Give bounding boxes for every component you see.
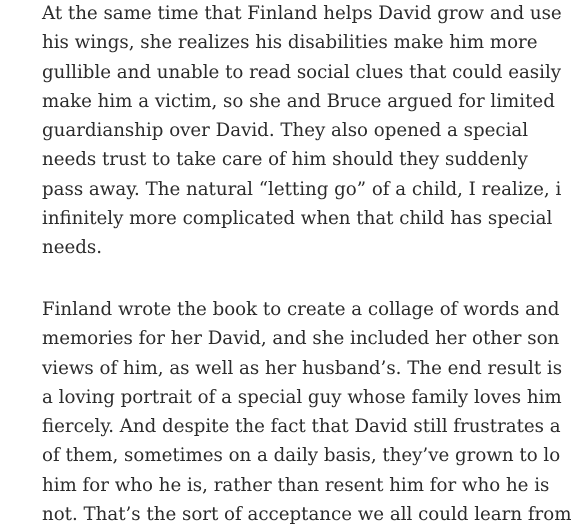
- text-line: gullible and unable to read social clues that could easily: [42, 61, 562, 83]
- text-line: his wings, she realizes his disabilities make him more: [42, 32, 538, 54]
- text-line: At the same time that Finland helps David grow and use: [42, 3, 562, 24]
- text-line: guardianship over David. They also opened a special: [42, 120, 529, 142]
- text-line: him for who he is, rather than resent him for who he is: [42, 474, 550, 496]
- text-line: pass away. The natural “letting go” of a child, I realize, i: [42, 178, 562, 200]
- text-line: Finland wrote the book to create a collage of words and: [42, 299, 560, 320]
- text-line: needs.: [42, 237, 102, 259]
- text-line: make him a victim, so she and Bruce argued for limited: [42, 90, 555, 112]
- text-line: infinitely more complicated when that child has special: [42, 208, 553, 230]
- text-line: needs trust to take care of him should they suddenly: [42, 149, 528, 171]
- paragraph-1: [42, 0, 562, 263]
- text-line: views of him, as well as her husband’s. The end result is: [42, 357, 563, 379]
- text-line: a loving portrait of a special guy whose family loves him: [42, 386, 562, 408]
- paragraph-2: [42, 295, 571, 529]
- text-line: fiercely. And despite the fact that David still frustrates a: [42, 416, 561, 438]
- text-line: of them, sometimes on a daily basis, they’ve grown to lo: [42, 445, 561, 467]
- text-line: memories for her David, and she included her other son: [42, 328, 560, 350]
- text-line: not. That’s the sort of acceptance we all could learn from: [42, 504, 571, 526]
